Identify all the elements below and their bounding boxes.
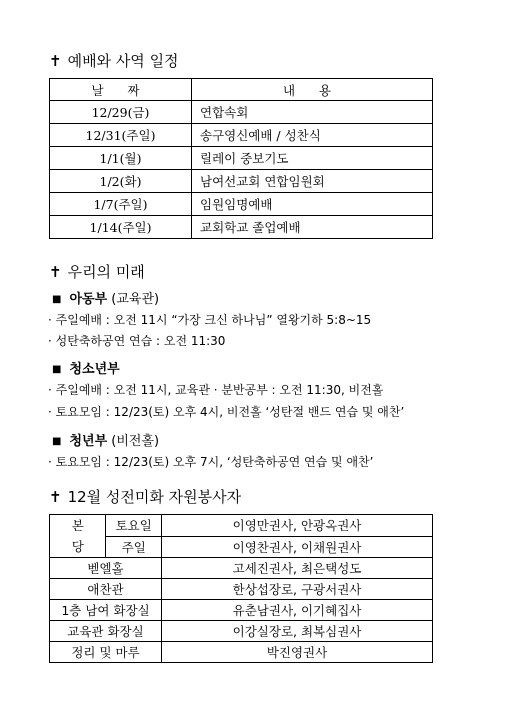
cross-icon: ✝	[49, 52, 62, 70]
volunteer-names: 한상섭장로, 구광서권사	[161, 579, 432, 600]
cross-icon: ✝	[49, 488, 62, 506]
table-row	[50, 216, 433, 239]
group-line: · 토요모임 : 12/23(토) 오후 7시, ‘성탄축하공연 연습 및 애찬’	[48, 455, 374, 469]
square-bullet-icon: ■	[52, 294, 62, 305]
group-line: · 토요모임 : 12/23(토) 오후 4시, 비전홀 ‘성탄절 밴드 연습 및 애찬’	[48, 405, 405, 419]
table-row	[50, 642, 433, 663]
table-row	[50, 579, 433, 600]
schedule-content: 송구영신예배 / 성찬식	[192, 124, 433, 147]
table-row	[50, 536, 433, 558]
volunteer-names: 박진영권사	[161, 642, 432, 663]
schedule-date: 12/29(금)	[50, 101, 192, 124]
section-title-volunteers: ✝ 12월 성전미화 자원봉사자	[49, 488, 242, 506]
table-row	[50, 621, 433, 642]
schedule-date: 1/7(주일)	[50, 193, 192, 216]
volunteer-place: 1층 남여 화장실	[50, 600, 162, 621]
schedule-date: 1/1(월)	[50, 147, 192, 170]
table-row	[50, 193, 433, 216]
volunteer-names: 유춘남권사, 이기혜집사	[161, 600, 432, 621]
square-bullet-icon: ■	[52, 364, 62, 375]
square-bullet-icon: ■	[52, 436, 62, 447]
cross-icon: ✝	[49, 263, 62, 281]
volunteer-place: 애찬관	[50, 579, 162, 600]
table-row	[50, 101, 433, 124]
volunteer-place: 정리 및 마루	[50, 642, 162, 663]
volunteer-table	[49, 514, 433, 663]
group-line: · 주일예배 : 오전 11시 “가장 크신 하나님” 열왕기하 5:8~15	[48, 313, 372, 327]
volunteer-names: 이영만권사, 안광옥권사	[161, 515, 432, 537]
header-date: 날 짜	[50, 79, 192, 101]
table-header-row	[50, 79, 433, 101]
group-heading-youth: ■ 청소년부	[52, 362, 120, 377]
table-row	[50, 124, 433, 147]
volunteer-names: 이강실장로, 최복심권사	[161, 621, 432, 642]
table-row	[50, 515, 433, 537]
volunteer-place: 교육관 화장실	[50, 621, 162, 642]
table-row	[50, 170, 433, 193]
header-content: 내 용	[192, 79, 433, 101]
section-title-schedule: ✝ 예배와 사역 일정	[49, 52, 179, 70]
volunteer-day: 토요일	[106, 515, 162, 537]
table-row	[50, 558, 433, 579]
table-row	[50, 600, 433, 621]
volunteer-names: 이영찬권사, 이채원권사	[161, 536, 432, 558]
bondang-cell: 본 당	[50, 515, 106, 558]
schedule-table	[49, 78, 433, 239]
schedule-content: 연합속회	[192, 101, 433, 124]
table-row	[50, 147, 433, 170]
group-line: · 성탄축하공연 연습 : 오전 11:30	[48, 334, 226, 348]
schedule-date: 12/31(주일)	[50, 124, 192, 147]
volunteer-day: 주일	[106, 536, 162, 558]
schedule-date: 1/14(주일)	[50, 216, 192, 239]
schedule-content: 남여선교회 연합임원회	[192, 170, 433, 193]
section-title-future: ✝ 우리의 미래	[49, 263, 145, 281]
group-heading-children: ■ 아동부 (교육관)	[52, 292, 160, 307]
volunteer-names: 고세진권사, 최은택성도	[161, 558, 432, 579]
schedule-content: 교회학교 졸업예배	[192, 216, 433, 239]
volunteer-place: 벧엘홀	[50, 558, 162, 579]
schedule-content: 릴레이 중보기도	[192, 147, 433, 170]
group-heading-young-adults: ■ 청년부 (비전홀)	[52, 434, 160, 449]
group-line: · 주일예배 : 오전 11시, 교육관 · 분반공부 : 오전 11:30, 비전홀	[48, 383, 384, 397]
schedule-date: 1/2(화)	[50, 170, 192, 193]
schedule-content: 임원임명예배	[192, 193, 433, 216]
